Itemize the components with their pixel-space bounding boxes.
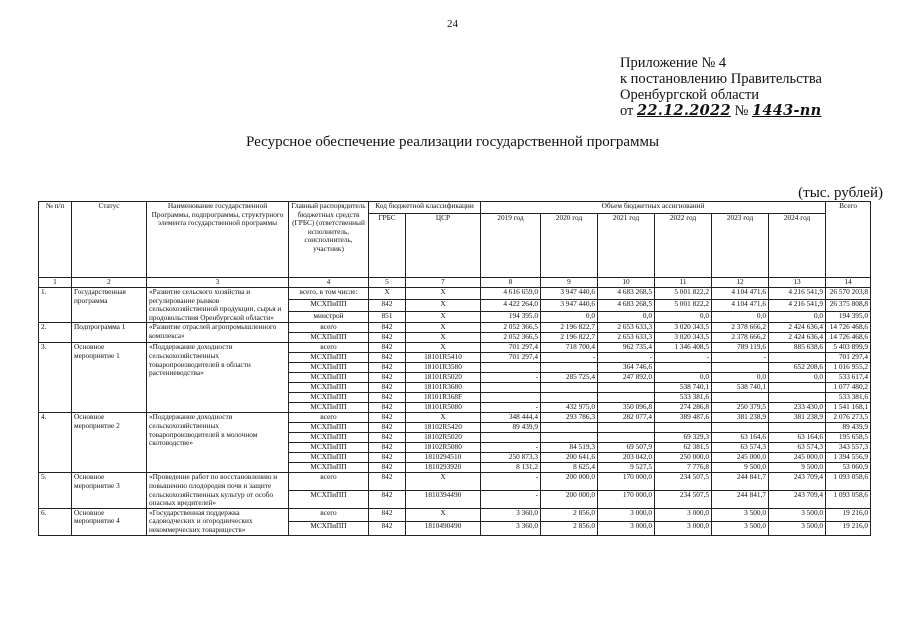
- header-csr: ЦСР: [406, 214, 481, 278]
- header-status: Статус: [72, 202, 147, 278]
- column-index: 8: [481, 278, 541, 288]
- table-row: [39, 323, 871, 333]
- cell-year-value: 0,0: [541, 311, 598, 323]
- cell-year-value: 63 164,6: [712, 433, 769, 443]
- cell-year-value: 538 740,1: [655, 383, 712, 393]
- cell-year-value: 3 360,0: [481, 508, 541, 521]
- cell-year-value: [481, 383, 541, 393]
- table-row: [39, 413, 871, 423]
- cell-year-value: -: [481, 473, 541, 491]
- cell-year-value: [712, 423, 769, 433]
- header-year-2022: 2022 год: [655, 214, 712, 278]
- cell-grbs-main: МСХПиПП: [289, 383, 369, 393]
- header-code-group: Код бюджетной классификации: [369, 202, 481, 214]
- row-name: «Развитие сельского хозяйства и регулирование рынков сельскохозяйственной продукции, сырья и продовольствия Оренбургской области»: [147, 288, 289, 323]
- column-index: 13: [769, 278, 826, 288]
- cell-year-value: 9 527,5: [598, 463, 655, 473]
- table-row: [39, 508, 871, 521]
- cell-year-value: 2 856,0: [541, 508, 598, 521]
- cell-year-value: 282 077,4: [598, 413, 655, 423]
- cell-csr: Х: [406, 413, 481, 423]
- cell-year-value: 2 653 633,3: [598, 323, 655, 333]
- cell-total-value: 194 395,0: [826, 311, 871, 323]
- cell-year-value: 250 000,0: [655, 453, 712, 463]
- cell-year-value: 247 892,0: [598, 373, 655, 383]
- cell-grbs-main: всего: [289, 473, 369, 491]
- cell-total-value: 1 016 955,2: [826, 363, 871, 373]
- cell-year-value: 701 297,4: [481, 343, 541, 353]
- cell-year-value: 5 001 822,2: [655, 288, 712, 300]
- cell-year-value: 0,0: [712, 373, 769, 383]
- cell-year-value: -: [481, 403, 541, 413]
- cell-year-value: 3 020 343,5: [655, 323, 712, 333]
- cell-grbs-main: МСХПиПП: [289, 363, 369, 373]
- cell-grbs: 842: [369, 323, 406, 333]
- cell-grbs-main: всего: [289, 343, 369, 353]
- cell-year-value: 4 216 541,9: [769, 288, 826, 300]
- cell-grbs: 842: [369, 453, 406, 463]
- cell-year-value: 63 574,3: [712, 443, 769, 453]
- cell-year-value: -: [481, 373, 541, 383]
- cell-year-value: 5 001 822,2: [655, 299, 712, 311]
- annex-line-2: к постановлению Правительства: [620, 71, 822, 87]
- cell-grbs: 842: [369, 473, 406, 491]
- cell-grbs: 842: [369, 433, 406, 443]
- date-prefix: от: [620, 103, 634, 119]
- cell-total-value: 1 077 480,2: [826, 383, 871, 393]
- column-index: 10: [598, 278, 655, 288]
- cell-total-value: 195 658,5: [826, 433, 871, 443]
- cell-grbs-main: МСХПиПП: [289, 522, 369, 535]
- row-name: «Поддержание доходности сельскохозяйственных товаропроизводителей в молочном скотоводстве»: [147, 413, 289, 473]
- cell-csr: 1810490490: [406, 522, 481, 535]
- cell-grbs: 842: [369, 393, 406, 403]
- cell-csr: 1810294510: [406, 453, 481, 463]
- cell-total-value: 1 541 168,1: [826, 403, 871, 413]
- cell-grbs: 842: [369, 443, 406, 453]
- cell-csr: 18102R5080: [406, 443, 481, 453]
- cell-year-value: 2 424 636,4: [769, 323, 826, 333]
- cell-grbs: 842: [369, 353, 406, 363]
- column-index: 1: [39, 278, 72, 288]
- cell-grbs-main: МСХПиПП: [289, 393, 369, 403]
- cell-year-value: 0,0: [769, 373, 826, 383]
- cell-grbs: 842: [369, 299, 406, 311]
- cell-year-value: 381 238,9: [712, 413, 769, 423]
- cell-year-value: 4 104 471,6: [712, 299, 769, 311]
- cell-year-value: [541, 383, 598, 393]
- row-number: 3.: [39, 343, 72, 413]
- row-status: Основное мероприятие 1: [72, 343, 147, 413]
- header-year-2019: 2019 год: [481, 214, 541, 278]
- cell-year-value: 84 519,3: [541, 443, 598, 453]
- cell-csr: 1810394490: [406, 491, 481, 509]
- header-year-2024: 2024 год: [769, 214, 826, 278]
- row-number: 5.: [39, 473, 72, 508]
- document-title: Ресурсное обеспечение реализации государственной программы: [245, 134, 660, 150]
- header-year-2021: 2021 год: [598, 214, 655, 278]
- cell-year-value: 250 379,5: [712, 403, 769, 413]
- cell-grbs-main: всего: [289, 413, 369, 423]
- column-index: 4: [289, 278, 369, 288]
- table-row: [39, 288, 871, 300]
- cell-year-value: [541, 433, 598, 443]
- cell-year-value: 4 216 541,9: [769, 299, 826, 311]
- cell-year-value: 0,0: [598, 311, 655, 323]
- cell-year-value: [481, 433, 541, 443]
- cell-csr: 18101R3580: [406, 363, 481, 373]
- cell-year-value: 200 641,6: [541, 453, 598, 463]
- cell-year-value: 234 507,5: [655, 491, 712, 509]
- row-status: Основное мероприятие 3: [72, 473, 147, 508]
- cell-csr: Х: [406, 333, 481, 343]
- cell-year-value: 3 000,0: [598, 508, 655, 521]
- page-number: 24: [447, 18, 458, 30]
- cell-year-value: 9 500,0: [769, 463, 826, 473]
- cell-year-value: 0,0: [655, 311, 712, 323]
- cell-year-value: 233 430,0: [769, 403, 826, 413]
- cell-total-value: 26 375 808,8: [826, 299, 871, 311]
- header-num: № п/п: [39, 202, 72, 278]
- cell-year-value: 432 975,0: [541, 403, 598, 413]
- cell-year-value: [541, 363, 598, 373]
- cell-year-value: 350 096,8: [598, 403, 655, 413]
- cell-year-value: 69 507,9: [598, 443, 655, 453]
- cell-year-value: 0,0: [769, 311, 826, 323]
- cell-year-value: 244 841,7: [712, 491, 769, 509]
- cell-grbs: 842: [369, 508, 406, 521]
- row-number: 2.: [39, 323, 72, 343]
- column-index: 12: [712, 278, 769, 288]
- cell-total-value: 1 093 058,6: [826, 491, 871, 509]
- cell-year-value: 3 000,0: [655, 508, 712, 521]
- cell-total-value: 19 216,0: [826, 522, 871, 535]
- cell-year-value: 2 196 822,7: [541, 323, 598, 333]
- cell-year-value: 885 638,6: [769, 343, 826, 353]
- cell-grbs-main: МСХПиПП: [289, 463, 369, 473]
- cell-year-value: 243 709,4: [769, 491, 826, 509]
- cell-year-value: 285 725,4: [541, 373, 598, 383]
- decree-number: 1443-пп: [751, 102, 822, 119]
- cell-grbs-main: МСХПиПП: [289, 299, 369, 311]
- cell-year-value: [598, 423, 655, 433]
- cell-grbs: 842: [369, 403, 406, 413]
- cell-csr: 18101R5020: [406, 373, 481, 383]
- cell-grbs: 851: [369, 311, 406, 323]
- column-index: 9: [541, 278, 598, 288]
- cell-year-value: 245 000,0: [712, 453, 769, 463]
- cell-year-value: [598, 433, 655, 443]
- header-grbs: ГРБС: [369, 214, 406, 278]
- cell-year-value: 200 000,0: [541, 491, 598, 509]
- table-header: [39, 202, 871, 288]
- cell-year-value: 2 856,0: [541, 522, 598, 535]
- cell-total-value: 2 076 273,5: [826, 413, 871, 423]
- cell-year-value: 533 381,6: [655, 393, 712, 403]
- cell-total-value: 14 726 468,6: [826, 323, 871, 333]
- cell-grbs: 842: [369, 522, 406, 535]
- cell-grbs-main: МСХПиПП: [289, 403, 369, 413]
- cell-year-value: [541, 393, 598, 403]
- cell-year-value: 3 000,0: [598, 522, 655, 535]
- cell-grbs: Х: [369, 288, 406, 300]
- cell-year-value: [481, 363, 541, 373]
- cell-year-value: 243 709,4: [769, 473, 826, 491]
- cell-year-value: 234 507,5: [655, 473, 712, 491]
- column-index: 11: [655, 278, 712, 288]
- cell-year-value: [769, 383, 826, 393]
- cell-year-value: 3 360,0: [481, 522, 541, 535]
- cell-year-value: [712, 363, 769, 373]
- cell-total-value: 14 726 468,6: [826, 333, 871, 343]
- cell-year-value: [769, 393, 826, 403]
- cell-year-value: 2 653 633,3: [598, 333, 655, 343]
- cell-year-value: 0,0: [655, 373, 712, 383]
- cell-csr: 18102R5020: [406, 433, 481, 443]
- cell-year-value: 364 746,6: [598, 363, 655, 373]
- row-number: 4.: [39, 413, 72, 473]
- cell-year-value: [769, 423, 826, 433]
- cell-grbs-main: всего, в том числе:: [289, 288, 369, 300]
- table-row: [39, 473, 871, 491]
- cell-csr: 1810293920: [406, 463, 481, 473]
- cell-year-value: 293 786,3: [541, 413, 598, 423]
- row-name: «Поддержание доходности сельскохозяйственных товаропроизводителей в области растениеводства»: [147, 343, 289, 413]
- row-name: «Проведение работ по восстановлению и повышению плодородия почв и защите сельскохозяйственных культур от особо опасных вредителей»: [147, 473, 289, 508]
- cell-year-value: 4 683 268,5: [598, 288, 655, 300]
- cell-year-value: 701 297,4: [481, 353, 541, 363]
- cell-year-value: -: [712, 353, 769, 363]
- cell-csr: Х: [406, 473, 481, 491]
- cell-year-value: 389 487,6: [655, 413, 712, 423]
- header-total: Всего: [826, 202, 871, 278]
- table-body: [39, 288, 871, 536]
- column-index-row: [39, 278, 871, 288]
- column-index: 5: [369, 278, 406, 288]
- cell-grbs: 842: [369, 383, 406, 393]
- cell-csr: Х: [406, 299, 481, 311]
- annex-block: [620, 55, 822, 119]
- cell-year-value: [655, 363, 712, 373]
- cell-total-value: 89 439,9: [826, 423, 871, 433]
- cell-year-value: 62 381,5: [655, 443, 712, 453]
- cell-csr: 18102R5420: [406, 423, 481, 433]
- row-number: 6.: [39, 508, 72, 535]
- table-row: [39, 343, 871, 353]
- cell-year-value: 4 422 264,0: [481, 299, 541, 311]
- cell-year-value: 244 841,7: [712, 473, 769, 491]
- cell-grbs: 842: [369, 333, 406, 343]
- cell-year-value: 652 208,6: [769, 363, 826, 373]
- cell-year-value: 2 378 666,2: [712, 323, 769, 333]
- cell-total-value: 343 557,3: [826, 443, 871, 453]
- row-status: Государственная программа: [72, 288, 147, 323]
- cell-year-value: 245 000,0: [769, 453, 826, 463]
- cell-year-value: 538 740,1: [712, 383, 769, 393]
- cell-csr: Х: [406, 343, 481, 353]
- cell-year-value: [598, 383, 655, 393]
- cell-year-value: 3 020 343,5: [655, 333, 712, 343]
- budget-table: [38, 201, 871, 536]
- cell-year-value: 69 329,3: [655, 433, 712, 443]
- cell-year-value: 381 238,9: [769, 413, 826, 423]
- cell-grbs: 842: [369, 463, 406, 473]
- cell-year-value: 4 104 471,6: [712, 288, 769, 300]
- cell-total-value: 533 617,4: [826, 373, 871, 383]
- units-label: (тыс. рублей): [798, 185, 883, 201]
- row-status: Основное мероприятие 4: [72, 508, 147, 535]
- cell-year-value: 89 439,9: [481, 423, 541, 433]
- cell-year-value: [655, 423, 712, 433]
- cell-year-value: 170 000,0: [598, 473, 655, 491]
- cell-year-value: [769, 353, 826, 363]
- cell-year-value: 2 424 636,4: [769, 333, 826, 343]
- row-status: Подпрограмма 1: [72, 323, 147, 343]
- column-index: 7: [406, 278, 481, 288]
- cell-year-value: [598, 393, 655, 403]
- cell-year-value: 203 042,0: [598, 453, 655, 463]
- cell-year-value: 3 947 440,6: [541, 299, 598, 311]
- cell-year-value: 274 286,8: [655, 403, 712, 413]
- cell-year-value: 2 378 666,2: [712, 333, 769, 343]
- cell-year-value: [541, 423, 598, 433]
- cell-year-value: 194 395,0: [481, 311, 541, 323]
- cell-csr: Х: [406, 323, 481, 333]
- cell-year-value: 0,0: [712, 311, 769, 323]
- cell-year-value: -: [655, 353, 712, 363]
- cell-year-value: 2 052 366,5: [481, 323, 541, 333]
- cell-total-value: 5 403 899,9: [826, 343, 871, 353]
- header-name: Наименование государственной Программы, подпрограммы, структурного элемента государственной программы: [147, 202, 289, 278]
- cell-grbs-main: МСХПиПП: [289, 333, 369, 343]
- header-grbs-main: Главный распорядитель бюджетных средств (ГРБС) (ответственный исполнитель, соисполнитель, участник): [289, 202, 369, 278]
- cell-year-value: 8 625,4: [541, 463, 598, 473]
- cell-grbs-main: МСХПиПП: [289, 443, 369, 453]
- cell-grbs-main: МСХПиПП: [289, 433, 369, 443]
- cell-year-value: [481, 393, 541, 403]
- cell-total-value: 19 216,0: [826, 508, 871, 521]
- cell-total-value: 701 297,4: [826, 353, 871, 363]
- cell-year-value: 9 500,0: [712, 463, 769, 473]
- cell-total-value: 533 381,6: [826, 393, 871, 403]
- cell-csr: 18101R3680: [406, 383, 481, 393]
- column-index: 2: [72, 278, 147, 288]
- row-name: «Государственная поддержка садоводческих и огороднических некоммерческих товариществ»: [147, 508, 289, 535]
- header-year-2023: 2023 год: [712, 214, 769, 278]
- cell-csr: Х: [406, 311, 481, 323]
- cell-year-value: 3 500,0: [769, 508, 826, 521]
- cell-grbs-main: МСХПиПП: [289, 353, 369, 363]
- annex-date-line: [620, 103, 822, 119]
- column-index: 3: [147, 278, 289, 288]
- cell-total-value: 1 093 058,6: [826, 473, 871, 491]
- cell-year-value: 3 500,0: [712, 522, 769, 535]
- cell-csr: 18101R368F: [406, 393, 481, 403]
- cell-year-value: 3 500,0: [769, 522, 826, 535]
- cell-year-value: 789 119,6: [712, 343, 769, 353]
- decree-date: 22.12.2022: [637, 102, 731, 119]
- cell-year-value: 170 000,0: [598, 491, 655, 509]
- cell-year-value: 962 735,4: [598, 343, 655, 353]
- row-status: Основное мероприятие 2: [72, 413, 147, 473]
- cell-grbs: 842: [369, 373, 406, 383]
- cell-year-value: 718 700,4: [541, 343, 598, 353]
- header-year-2020: 2020 год: [541, 214, 598, 278]
- cell-csr: 18101R5410: [406, 353, 481, 363]
- cell-grbs-main: всего: [289, 508, 369, 521]
- cell-year-value: 63 164,6: [769, 433, 826, 443]
- cell-year-value: -: [481, 443, 541, 453]
- column-index: 14: [826, 278, 871, 288]
- cell-year-value: 250 873,3: [481, 453, 541, 463]
- cell-year-value: 63 574,3: [769, 443, 826, 453]
- cell-grbs-main: минстрой: [289, 311, 369, 323]
- cell-grbs-main: МСХПиПП: [289, 453, 369, 463]
- cell-year-value: 1 346 408,5: [655, 343, 712, 353]
- cell-year-value: -: [481, 491, 541, 509]
- cell-grbs: 842: [369, 491, 406, 509]
- cell-grbs-main: МСХПиПП: [289, 423, 369, 433]
- cell-grbs: 842: [369, 343, 406, 353]
- cell-grbs: 842: [369, 413, 406, 423]
- cell-grbs-main: МСХПиПП: [289, 373, 369, 383]
- cell-total-value: 53 060,9: [826, 463, 871, 473]
- cell-year-value: 4 683 268,5: [598, 299, 655, 311]
- annex-title: Приложение № 4: [620, 55, 727, 71]
- cell-total-value: 1 394 556,9: [826, 453, 871, 463]
- cell-year-value: 3 000,0: [655, 522, 712, 535]
- cell-grbs-main: всего: [289, 323, 369, 333]
- cell-total-value: 26 570 203,8: [826, 288, 871, 300]
- cell-year-value: 200 000,0: [541, 473, 598, 491]
- cell-csr: Х: [406, 288, 481, 300]
- cell-year-value: 8 131,2: [481, 463, 541, 473]
- row-name: «Развитие отраслей агропромышленного комплекса»: [147, 323, 289, 343]
- cell-csr: 18101R5080: [406, 403, 481, 413]
- cell-year-value: 348 444,4: [481, 413, 541, 423]
- cell-year-value: -: [541, 353, 598, 363]
- cell-csr: Х: [406, 508, 481, 521]
- number-prefix: №: [734, 103, 749, 119]
- cell-grbs: 842: [369, 423, 406, 433]
- cell-grbs-main: МСХПиПП: [289, 491, 369, 509]
- cell-year-value: 7 776,8: [655, 463, 712, 473]
- cell-year-value: 2 052 366,5: [481, 333, 541, 343]
- cell-year-value: 3 947 440,6: [541, 288, 598, 300]
- cell-year-value: 4 616 659,0: [481, 288, 541, 300]
- header-volume-group: Объем бюджетных ассигнований: [481, 202, 826, 214]
- cell-grbs: 842: [369, 363, 406, 373]
- row-number: 1.: [39, 288, 72, 323]
- cell-year-value: -: [598, 353, 655, 363]
- annex-line-3: Оренбургской области: [620, 87, 760, 103]
- cell-year-value: 2 196 822,7: [541, 333, 598, 343]
- cell-year-value: [712, 393, 769, 403]
- cell-year-value: 3 500,0: [712, 508, 769, 521]
